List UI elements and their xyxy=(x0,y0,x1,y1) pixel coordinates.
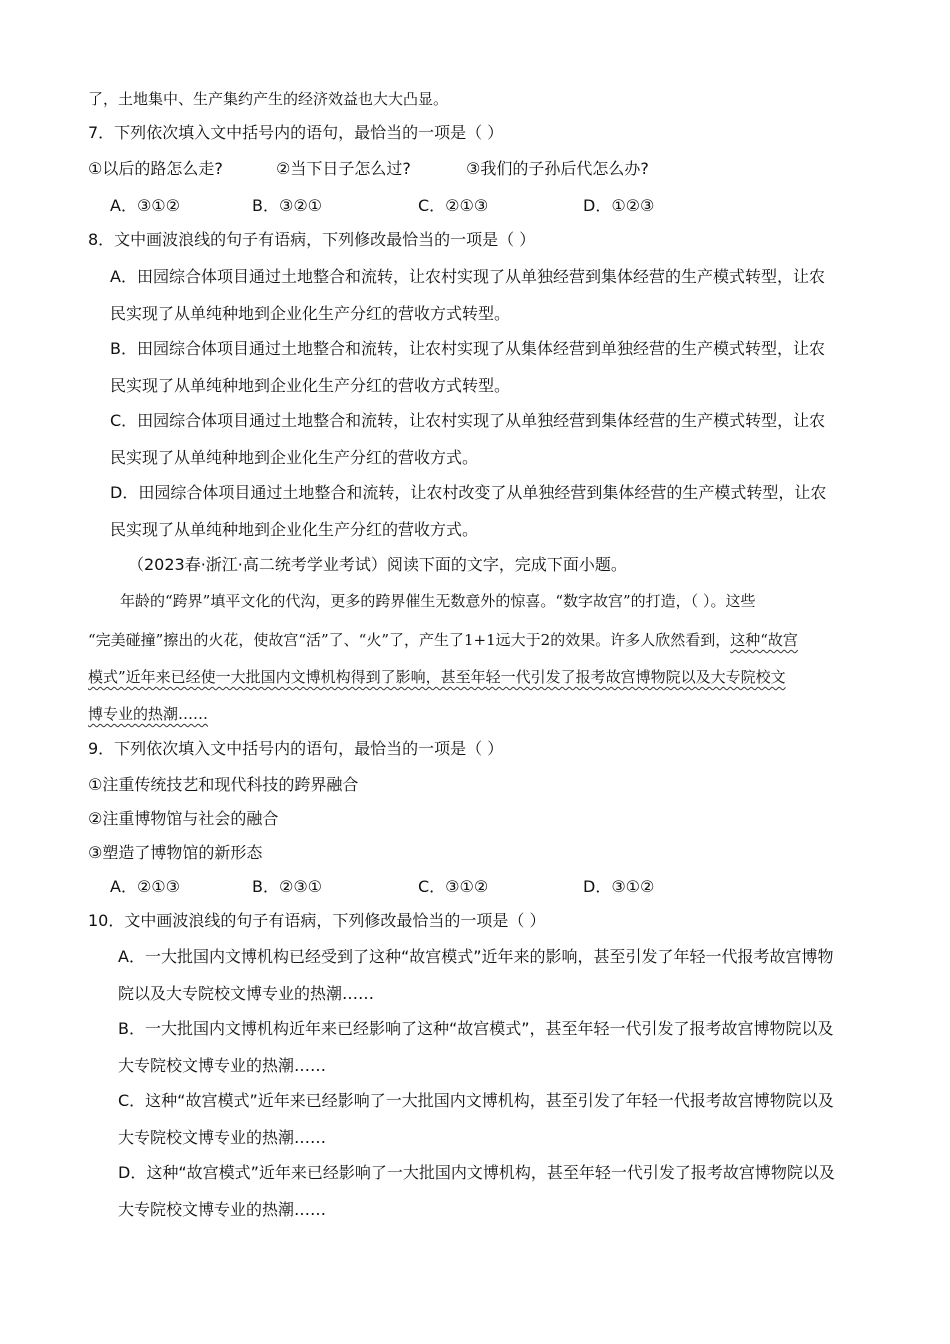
q10-option-c[interactable]: C．这种“故宫模式”近年来已经影响了一大批国内文博机构，甚至引发了年轻一代报考故宫博物院以及 xyxy=(118,1091,834,1110)
passage2-intro: （2023春·浙江·高二统考学业考试）阅读下面的文字，完成下面小题。 xyxy=(128,555,627,574)
q8-option-a-cont[interactable]: 民实现了从单纯种地到企业化生产分红的营收方式转型。 xyxy=(110,304,511,323)
q8-stem: 8．文中画波浪线的句子有语病，下列修改最恰当的一项是（ ） xyxy=(88,230,536,249)
passage1-tail: 了，土地集中、生产集约产生的经济效益也大大凸显。 xyxy=(88,90,449,108)
q9-option-b[interactable]: B．②③① xyxy=(252,877,323,896)
q8-option-d[interactable]: D．田园综合体项目通过土地整合和流转，让农村改变了从单独经营到集体经营的生产模式转型，让农 xyxy=(110,483,827,502)
passage2-line-1: 年龄的“跨界”填平文化的代沟，更多的跨界催生无数意外的惊喜。“数字故宫”的打造，（ ）。这些 xyxy=(120,592,756,610)
q8-option-c[interactable]: C．田园综合体项目通过土地整合和流转，让农村实现了从单独经营到集体经营的生产模式转型，让农 xyxy=(110,411,826,430)
q9-option-d[interactable]: D．③①② xyxy=(583,877,655,896)
q10-option-d-cont[interactable]: 大专院校文博专业的热潮…… xyxy=(118,1200,327,1219)
q9-option-c[interactable]: C．③①② xyxy=(418,877,489,896)
q7-option-d[interactable]: D．①②③ xyxy=(583,196,655,215)
q9-stem: 9．下列依次填入文中括号内的语句，最恰当的一项是（ ） xyxy=(88,739,504,758)
q10-option-d[interactable]: D．这种“故宫模式”近年来已经影响了一大批国内文博机构，甚至年轻一代引发了报考故宫博物院以及 xyxy=(118,1163,835,1182)
q7-option-b[interactable]: B．③②① xyxy=(252,196,323,215)
passage2-line-3: 模式”近年来已经使一大批国内文博机构得到了影响，甚至年轻一代引发了报考故宫博物院以及大专院校文 xyxy=(88,668,786,686)
q8-option-a[interactable]: A．田园综合体项目通过土地整合和流转，让农村实现了从单独经营到集体经营的生产模式转型，让农 xyxy=(110,267,825,286)
q8-option-b-cont[interactable]: 民实现了从单纯种地到企业化生产分红的营收方式转型。 xyxy=(110,376,511,395)
q10-stem: 10．文中画波浪线的句子有语病，下列修改最恰当的一项是（ ） xyxy=(88,911,546,930)
q10-option-b-cont[interactable]: 大专院校文博专业的热潮…… xyxy=(118,1056,327,1075)
q7-statement-2: ②当下日子怎么过? xyxy=(276,159,411,178)
q7-statement-1: ①以后的路怎么走? xyxy=(88,159,223,178)
q7-stem: 7．下列依次填入文中括号内的语句，最恰当的一项是（ ） xyxy=(88,123,504,142)
q7-statement-3: ③我们的子孙后代怎么办? xyxy=(466,159,649,178)
q9-statement-3: ③塑造了博物馆的新形态 xyxy=(88,843,263,862)
q8-option-d-cont[interactable]: 民实现了从单纯种地到企业化生产分红的营收方式。 xyxy=(110,520,479,539)
q9-statement-1: ①注重传统技艺和现代科技的跨界融合 xyxy=(88,775,359,794)
q9-option-a[interactable]: A．②①③ xyxy=(110,877,180,896)
passage2-line-2 xyxy=(88,630,798,650)
q10-option-a[interactable]: A．一大批国内文博机构已经受到了这种“故宫模式”近年来的影响，甚至引发了年轻一代报考故宫博物 xyxy=(118,947,834,966)
q10-option-a-cont[interactable]: 院以及大专院校文博专业的热潮…… xyxy=(118,984,375,1003)
q7-option-c[interactable]: C．②①③ xyxy=(418,196,489,215)
passage2-line-4: 博专业的热潮…… xyxy=(88,705,209,723)
q7-option-a[interactable]: A．③①② xyxy=(110,196,180,215)
passage2-line-2-plain: “完美碰撞”擦出的火花，使故宫“活”了、“火”了，产生了1+1远大于2的效果。许多人欣然看到， xyxy=(88,631,731,649)
q9-statement-2: ②注重博物馆与社会的融合 xyxy=(88,809,279,828)
q10-option-b[interactable]: B．一大批国内文博机构近年来已经影响了这种“故宫模式”，甚至年轻一代引发了报考故宫博物院以及 xyxy=(118,1019,834,1038)
q8-option-c-cont[interactable]: 民实现了从单纯种地到企业化生产分红的营收方式。 xyxy=(110,448,479,467)
wavy-sentence-start: 这种“故宫 xyxy=(730,631,798,649)
q10-option-c-cont[interactable]: 大专院校文博专业的热潮…… xyxy=(118,1128,327,1147)
q8-option-b[interactable]: B．田园综合体项目通过土地整合和流转，让农村实现了从集体经营到单独经营的生产模式转型，让农 xyxy=(110,339,825,358)
